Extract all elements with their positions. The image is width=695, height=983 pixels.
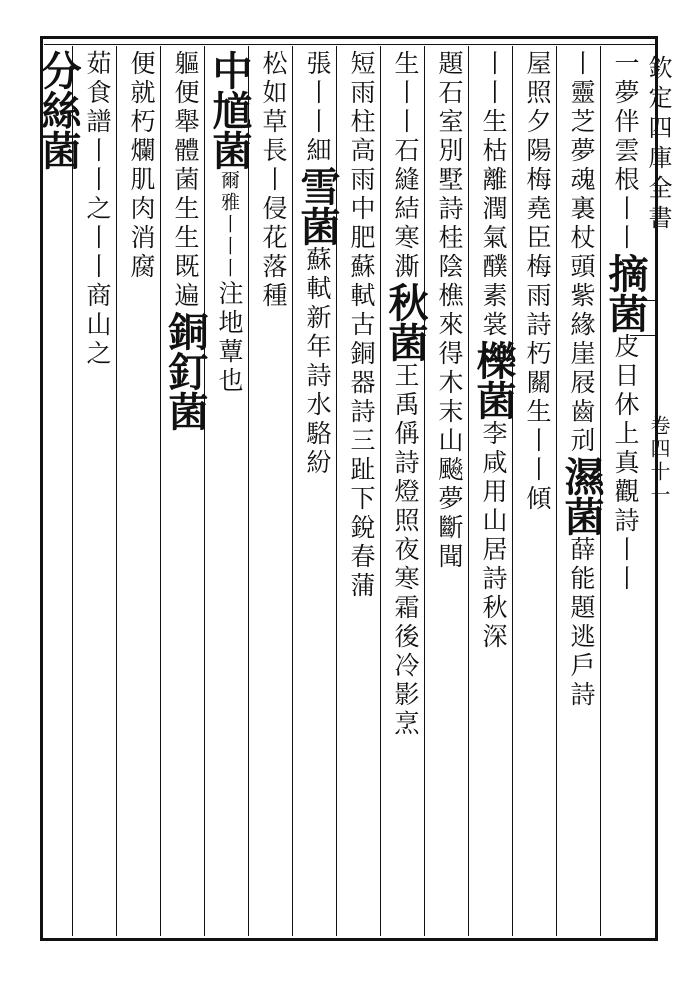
text-column-2 [558, 50, 604, 930]
text-segment: 李咸用山居詩秋深 [479, 420, 508, 652]
text-column-6 [382, 50, 428, 930]
text-segment: 張丨丨細 [303, 50, 332, 166]
text-column-8 [294, 50, 340, 930]
entry-heading: 分絲菌 [35, 50, 82, 170]
entry-heading: 櫟菌 [470, 340, 517, 420]
text-column-7 [338, 50, 384, 930]
volume-label: 卷四十一 [647, 415, 671, 507]
text-segment: 爾雅丨丨丨 [218, 170, 240, 280]
entry-heading: 銅釘菌 [162, 311, 209, 431]
text-segment: 丨靈芝夢魂裏 [567, 50, 596, 224]
text-segment: 松如草長 [259, 50, 288, 166]
text-segment: 一夢伴雲根丨丨 [611, 50, 640, 253]
text-column-11 [162, 50, 208, 930]
text-segment: 注地蕈也 [215, 280, 244, 396]
text-segment: 王禹偁詩燈照夜寒霜後冷影烹 [391, 362, 420, 739]
text-column-14 [35, 50, 82, 930]
entry-heading: 雪菌 [294, 166, 341, 246]
entry-heading: 中馗菌 [206, 50, 253, 170]
text-column-10 [206, 50, 252, 930]
column-rule [72, 46, 73, 936]
left-border [40, 36, 43, 941]
text-segment: 樵來得木末山飈夢斷聞 [435, 282, 464, 572]
entry-heading: 秋菌 [382, 282, 429, 362]
bottom-border [40, 938, 658, 941]
text-column-13 [74, 50, 120, 930]
text-column-12 [118, 50, 164, 930]
text-segment: 短雨柱高 [347, 50, 376, 166]
text-segment: 丨侵花落種 [259, 166, 288, 311]
entry-heading: 摘菌 [602, 253, 649, 333]
text-segment: 雨中肥蘇軾古銅器詩三趾下銳春蒲 [347, 166, 376, 601]
text-segment: 屋照夕陽梅堯臣梅雨詩 [523, 50, 552, 340]
entry-heading: 濕菌 [558, 456, 605, 536]
text-segment: 丨丨生枯離潤氣醭素裳 [479, 50, 508, 340]
text-column-5 [426, 50, 472, 930]
text-segment: 皮日休上真觀詩丨丨 [611, 333, 640, 594]
text-segment: 生丨丨石縫結寒澌 [391, 50, 420, 282]
text-column-1 [602, 50, 648, 930]
top-border [40, 36, 658, 39]
top-border-inner [44, 44, 658, 45]
text-segment: 蘇軾新年詩水駱紛 [303, 246, 332, 478]
text-segment: 朽關生丨丨傾 [523, 340, 552, 514]
text-column-3 [514, 50, 560, 930]
text-column-9 [250, 50, 296, 930]
text-segment: 薛能題逃戶詩 [567, 536, 596, 710]
text-segment: 題石室別墅詩桂陰 [435, 50, 464, 282]
text-segment: 軀便舉體菌生生既遍 [171, 50, 200, 311]
text-segment: 杖頭紫緣崖屐齒刓 [567, 224, 596, 456]
text-column-4 [470, 50, 516, 930]
collection-title: 欽定四庫全書 [644, 55, 672, 235]
text-segment: 便就朽爛肌肉消腐 [127, 50, 156, 282]
text-segment: 茹食譜丨丨之丨丨商山之 [83, 50, 112, 369]
